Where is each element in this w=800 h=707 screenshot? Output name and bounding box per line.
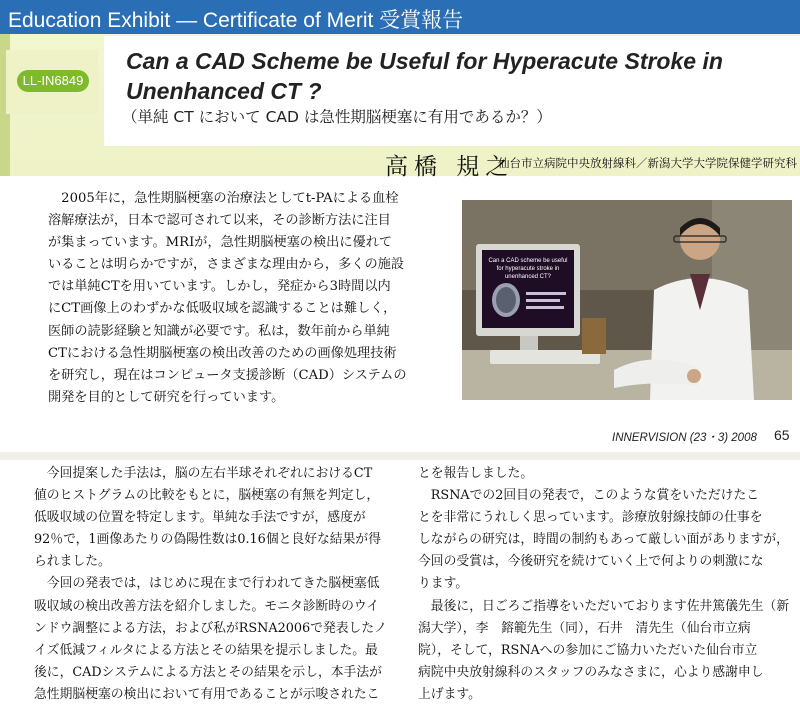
title-line: Can a CAD Scheme be Useful for Hyperacute Stroke in xyxy=(126,48,723,74)
intro-paragraph xyxy=(48,188,448,409)
text-line: が集まっています。MRIが，急性期脳梗塞の検出に優れて xyxy=(48,235,393,251)
text-line: しながらの研究は，時間の制約もあって厳しい面がありますが， xyxy=(418,532,789,548)
text-line: 今回提案した手法は，脳の左右半球それぞれにおけるCT xyxy=(34,466,373,481)
text-line: ンドウ調整による方法，および私がRSNA2006で発表したノ xyxy=(34,620,387,636)
text-line: 上げます。 xyxy=(418,686,481,702)
text-line: 潟大学），李 鎔範先生（同），石井 清先生（仙台市立病 xyxy=(418,620,751,636)
text-line: では単純CTを用いています。しかし，発症から3時間以内 xyxy=(48,279,391,295)
text-line: 医師の読影経験と知識が必要です。私は，数年前から単純 xyxy=(48,323,390,339)
text-line: にCT画像上のわずかな低吸収域を認識することは難しく， xyxy=(48,301,397,317)
text-line: RSNAでの2回目の発表で，このような賞をいただけたこ xyxy=(418,488,760,504)
header-title: Education Exhibit ― Certificate of Merit 受賞報告 xyxy=(8,9,464,32)
text-line: 92％で，1画像あたりの偽陽性数は0.16個と良好な結果が得 xyxy=(34,532,381,548)
text-line: 後に，CADシステムによる方法とその結果を示し，本手法が xyxy=(34,664,382,680)
text-line: 急性期脳梗塞の検出において有用であることが示唆されたこ xyxy=(34,686,380,702)
text-line: 今回の発表では，はじめに現在まで行われてきた脳梗塞低 xyxy=(34,576,380,592)
text-line: を研究し，現在はコンピュータ支援診断（CAD）システムの xyxy=(48,367,407,383)
author-affiliation: 仙台市立病院中央放射線科／新潟大学大学院保健学研究科 xyxy=(498,156,797,170)
text-line: 最後に，日ごろご指導をいただいております佐井篤儀先生（新 xyxy=(418,598,790,614)
text-line: 院），そして，RSNAへの参加にご協力いただいた仙台市立 xyxy=(418,642,758,658)
header-bar xyxy=(0,0,800,34)
text-line: 吸収域の検出改善方法を紹介しました。モニタ診断時のウイ xyxy=(34,598,380,614)
text-line: 今回の受賞は，今後研究を続けていく上で何よりの刺激にな xyxy=(418,554,764,570)
slide-text: for hyperacute stroke in xyxy=(496,266,560,272)
article-subtitle: （単純 CT において CAD は急性期脳梗塞に有用であるか？） xyxy=(122,108,552,126)
author-photo xyxy=(462,200,792,400)
text-line: ります。 xyxy=(418,576,469,592)
text-line: られました。 xyxy=(34,554,111,570)
title-line: Unenhanced CT ? xyxy=(126,78,322,104)
text-line: CTにおける急性期脳梗塞の検出改善のための画像処理技術 xyxy=(48,345,397,361)
text-line: 値のヒストグラムの比較をもとに，脳梗塞の有無を判定し， xyxy=(34,488,380,504)
left-column xyxy=(34,463,389,706)
text-line: イズ低減フィルタによる方法とその結果を提示しました。最 xyxy=(34,642,378,658)
text-line: 溶解療法が，日本で認可されて以来，その診断方法に注目 xyxy=(48,213,391,229)
text-line: 低吸収域の位置を特定します。単純な手法ですが，感度が xyxy=(34,510,366,526)
slide-text: Can a CAD scheme be useful xyxy=(488,258,568,264)
text-line: 2005年に，急性期脳梗塞の治療法としてt-PAによる血栓 xyxy=(48,191,399,206)
text-line: 開発を目的として研究を行っています。 xyxy=(48,389,285,405)
photo-illustration xyxy=(462,200,792,400)
text-line: とを非常にうれしく思っています。診療放射線技師の仕事を xyxy=(418,510,763,526)
author-name: 高橋 規之 xyxy=(385,154,515,180)
slide-text: unenhanced CT? xyxy=(504,274,552,280)
text-line: 病院中央放射線科のスタッフのみなさまに，心より感謝申し xyxy=(418,664,764,680)
exhibit-code-badge: LL-IN6849 xyxy=(17,70,89,92)
text-line: とを報告しました。 xyxy=(418,466,534,481)
text-line: いることは明らかですが，さまざまな理由から，多くの施設 xyxy=(48,257,405,273)
journal-footer: INNERVISION (23・3) 2008 xyxy=(612,432,757,444)
article-title xyxy=(126,46,786,106)
page-number: 65 xyxy=(774,427,790,443)
page-gap xyxy=(0,452,800,460)
right-column xyxy=(418,463,790,706)
